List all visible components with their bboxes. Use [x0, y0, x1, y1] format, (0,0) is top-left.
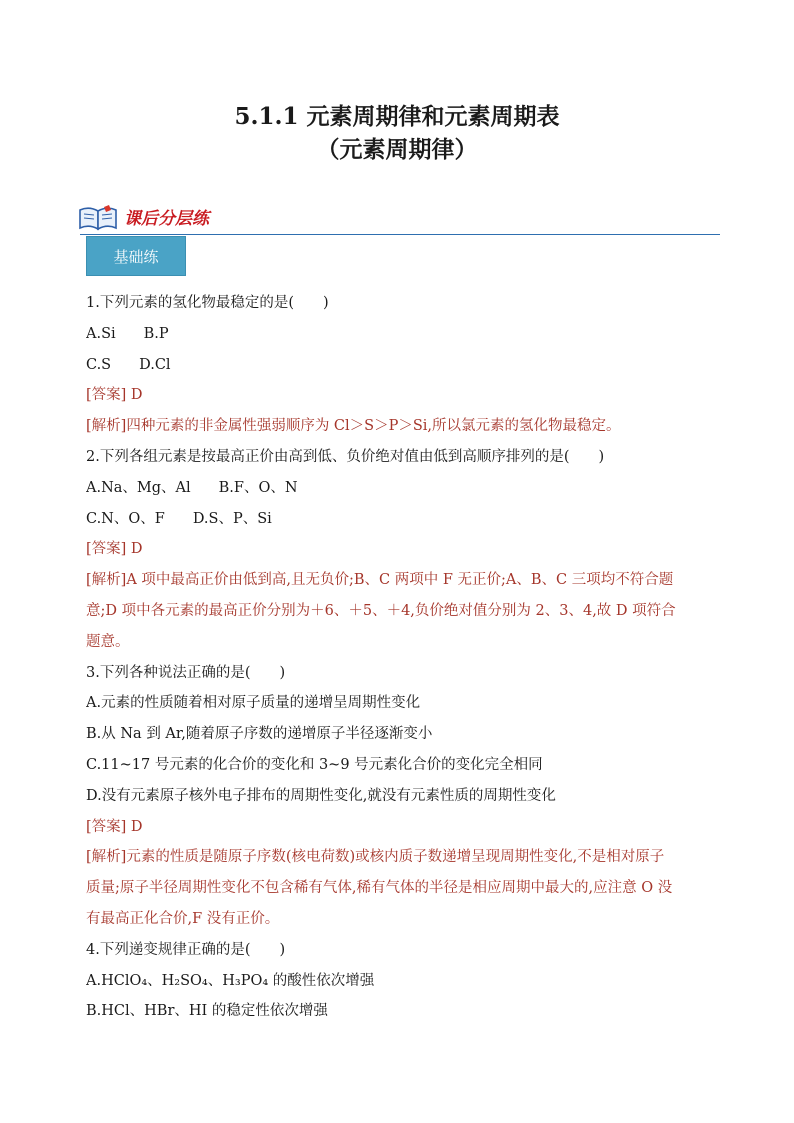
tab-basic-practice[interactable]: 基础练 [86, 236, 186, 276]
answer: [答案] D [86, 541, 143, 558]
answer: [答案] D [86, 387, 143, 404]
option-row [86, 473, 726, 504]
section-divider [80, 234, 720, 235]
page-subtitle: （元素周期律） [316, 136, 478, 163]
option: A.元素的性质随着相对原子质量的递增呈周期性变化 [86, 695, 421, 712]
page-title: 5.1.1 元素周期律和元素周期表 [234, 103, 560, 130]
option: C.S [86, 356, 112, 373]
analysis-line: [解析]四种元素的非金属性强弱顺序为 Cl＞S＞P＞Si,所以氯元素的氢化物最稳定。 [86, 418, 621, 435]
option: A.Na、Mg、Al [86, 479, 191, 496]
question-list [86, 288, 726, 1027]
question-stem: 4.下列递变规律正确的是( ) [86, 941, 286, 958]
open-book-icon [78, 204, 118, 232]
option-row [86, 504, 726, 535]
option: B.P [143, 325, 169, 342]
analysis-line: 有最高正化合价,F 没有正价。 [86, 910, 280, 927]
analysis-line: 质量;原子半径周期性变化不包含稀有气体,稀有气体的半径是相应周期中最大的,应注意 O 没 [86, 880, 673, 897]
option: D.S、P、Si [192, 510, 272, 527]
analysis-line: [解析]元素的性质是随原子序数(核电荷数)或核内质子数递增呈现周期性变化,不是相对原子 [86, 849, 665, 866]
analysis-line: 题意。 [86, 633, 130, 650]
option-row [86, 319, 726, 350]
question-stem: 1.下列元素的氢化物最稳定的是( ) [86, 295, 329, 311]
option: D.Cl [139, 356, 171, 373]
analysis-line: [解析]A 项中最高正价由低到高,且无负价;B、C 两项中 F 无正价;A、B、C 三项均不符合题 [86, 572, 674, 589]
question-stem: 2.下列各组元素是按最高正价由高到低、负价绝对值由低到高顺序排列的是( ) [86, 448, 605, 465]
option: B.F、O、N [218, 479, 298, 496]
option: C.N、O、F [86, 510, 165, 527]
option: D.没有元素原子核外电子排布的周期性变化,就没有元素性质的周期性变化 [86, 787, 556, 804]
analysis-line: 意;D 项中各元素的最高正价分别为＋6、＋5、＋4,负价绝对值分别为 2、3、4,故 D 项符合 [86, 602, 676, 619]
section-label: 课后分层练 [124, 209, 209, 229]
option: B.从 Na 到 Ar,随着原子序数的递增原子半径逐渐变小 [86, 726, 433, 743]
section-header [78, 200, 720, 236]
option: A.HClO₄、H₂SO₄、H₃PO₄ 的酸性依次增强 [86, 972, 375, 989]
option: C.11~17 号元素的化合价的变化和 3~9 号元素化合价的变化完全相同 [86, 756, 543, 773]
question-stem: 3.下列各种说法正确的是( ) [86, 664, 286, 681]
option-row [86, 350, 726, 381]
option: B.HCl、HBr、HI 的稳定性依次增强 [86, 1003, 328, 1020]
option: A.Si [86, 325, 116, 342]
answer: [答案] D [86, 818, 143, 835]
